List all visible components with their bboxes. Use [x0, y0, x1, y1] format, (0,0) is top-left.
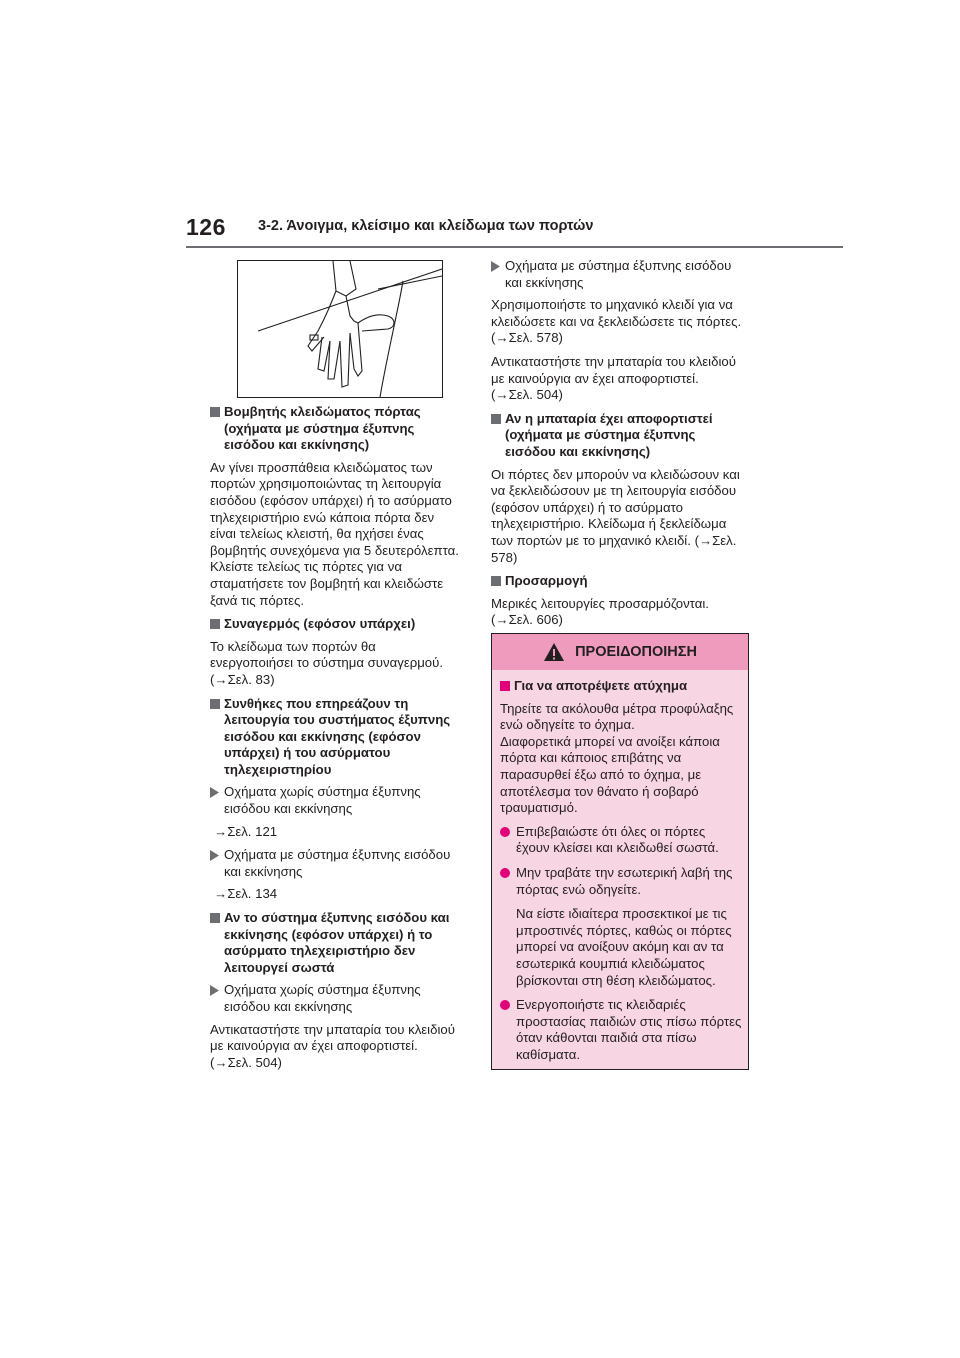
replace-battery-text: Αντικαταστήστε την μπαταρία του κλειδιού με καινούργια αν έχει αποφορτιστεί. (→Σελ. 504)	[210, 1021, 455, 1070]
square-bullet-icon	[500, 681, 510, 691]
page-reference[interactable]: (→Σελ. 504)	[491, 387, 563, 403]
warning-box	[491, 633, 749, 1070]
warning-intro: Τηρείτε τα ακόλουθα μέτρα προφύλαξης ενώ οδηγείτε το όχημα. Διαφορετικά μπορεί να ανοίξει κάποια πόρτα και κάποιος επιβάτης να παρασυρθεί έξω από το όχημα, με αποτέλεσμα τον θάνατο ή σοβαρό τραυματισμό.	[500, 700, 734, 816]
warning-title: ΠΡΟΕΙΔΟΠΟΙΗΣΗ	[575, 644, 697, 660]
customization-heading: Προσαρμογή	[491, 573, 743, 590]
warning-triangle-icon	[543, 642, 565, 662]
page-reference[interactable]: →Σελ. 121	[214, 823, 278, 839]
battery-depleted-text: Οι πόρτες δεν μπορούν να κλειδώσουν και να ξεκλειδώσουν με τη λειτουργία εισόδου (εφόσον υπάρχει) ή το ασύρματο τηλεχειριστήριο. Κλείδωμα ή ξεκλείδωμα των πορτών με το μηχανικό κλειδί. (→Σελ. 578)	[491, 466, 740, 565]
alarm-heading: Συναγερμός (εφόσον υπάρχει)	[210, 616, 462, 633]
circle-bullet-icon	[500, 868, 510, 878]
square-bullet-icon	[210, 699, 220, 709]
conditions-heading: Συνθήκες που επηρεάζουν τη λειτουργία του συστήματος έξυπνης εισόδου και εκκίνησης (εφόσον υπάρχει) ή του ασύρματου τηλεχειριστηρίου	[210, 696, 462, 779]
warning-bullet: Επιβεβαιώστε ότι όλες οι πόρτες έχουν κλείσει και κλειδωθεί σωστά.	[500, 824, 742, 857]
vehicles-with-smart-entry-item: Οχήματα με σύστημα έξυπνης εισόδου και εκκίνησης	[491, 258, 743, 291]
right-column	[491, 258, 743, 636]
square-bullet-icon	[491, 414, 501, 424]
header-rule	[186, 246, 843, 248]
customization-text: Μερικές λειτουργίες προσαρμόζονται. (→Σελ. 606)	[491, 595, 709, 628]
battery-depleted-heading: Αν η μπαταρία έχει αποφορτιστεί (οχήματα με σύστημα έξυπνης εισόδου και εκκίνησης)	[491, 411, 743, 461]
square-bullet-icon	[210, 407, 220, 417]
hand-door-handle-illustration	[237, 260, 443, 398]
square-bullet-icon	[491, 576, 501, 586]
warning-header	[492, 634, 748, 670]
warning-bullet: Να είστε ιδιαίτερα προσεκτικοί με τις μπροστινές πόρτες, καθώς οι πόρτες μπορεί να ανοίξουν ακόμη και αν τα εσωτερικά κουμπιά κλειδώματος βρίσκονται στη θέση κλειδώματος.	[516, 906, 732, 988]
circle-bullet-icon	[500, 1000, 510, 1010]
door-lock-buzzer-text: Αν γίνει προσπάθεια κλειδώματος των πορτών χρησιμοποιώντας τη λειτουργία εισόδου (εφόσον υπάρχει) ή το ασύρματο τηλεχειριστήριο ενώ κάποια πόρτα δεν είναι τελείως κλειστή, θα ηχήσει ένας βομβητής συνεχόμενα για 5 δευτερόλεπτα. Κλείστε τελείως τις πόρτες για να σταματήσετε τον βομβητή και κλειδώστε ξανά τις πόρτες.	[210, 459, 459, 608]
square-bullet-icon	[210, 619, 220, 629]
malfunction-heading: Αν το σύστημα έξυπνης εισόδου και εκκίνησης (εφόσον υπάρχει) ή το ασύρματο τηλεχειριστήριο δεν λειτουργεί σωστά	[210, 910, 462, 976]
door-lock-buzzer-heading: Βομβητής κλειδώματος πόρτας (οχήματα με σύστημα έξυπνης εισόδου και εκκίνησης)	[210, 404, 462, 454]
replace-battery-text: Αντικαταστήστε την μπαταρία του κλειδιού με καινούργια αν έχει αποφορτιστεί. (→Σελ. 504)	[491, 353, 736, 403]
warning-bullet: Μην τραβάτε την εσωτερική λαβή της πόρτας ενώ οδηγείτε.	[500, 865, 742, 898]
page-reference[interactable]: (→Σελ. 606)	[491, 612, 563, 628]
triangle-bullet-icon	[210, 847, 224, 880]
vehicles-with-smart-entry-item: Οχήματα με σύστημα έξυπνης εισόδου και εκκίνησης	[210, 847, 462, 880]
warning-body	[492, 670, 748, 1063]
page-reference[interactable]: (→Σελ. 578)	[491, 532, 737, 565]
page-reference[interactable]: →Σελ. 134	[214, 886, 278, 902]
page-reference[interactable]: (→Σελ. 578)	[491, 330, 563, 346]
page-number: 126	[186, 214, 226, 240]
triangle-bullet-icon	[491, 258, 505, 291]
section-title: 3-2. Άνοιγμα, κλείσιμο και κλείδωμα των πορτών	[258, 218, 594, 234]
page-reference[interactable]: (→Σελ. 504)	[210, 1054, 282, 1070]
triangle-bullet-icon	[210, 784, 224, 817]
vehicles-without-smart-entry-item: Οχήματα χωρίς σύστημα έξυπνης εισόδου και εκκίνησης	[210, 784, 462, 817]
left-column	[210, 404, 462, 1078]
circle-bullet-icon	[500, 827, 510, 837]
alarm-text: Το κλείδωμα των πορτών θα ενεργοποιήσει το σύστημα συναγερμού. (→Σελ. 83)	[210, 638, 444, 687]
triangle-bullet-icon	[210, 982, 224, 1015]
warning-bullet: Ενεργοποιήστε τις κλειδαριές προστασίας παιδιών στις πίσω πόρτες όταν κάθονται παιδιά στα πίσω καθίσματα.	[500, 997, 742, 1063]
accident-prevention-heading: Για να αποτρέψετε ατύχημα	[500, 678, 742, 695]
page-reference[interactable]: (→Σελ. 83)	[210, 671, 275, 687]
vehicles-without-smart-entry-item: Οχήματα χωρίς σύστημα έξυπνης εισόδου και εκκίνησης	[210, 982, 462, 1015]
square-bullet-icon	[210, 913, 220, 923]
mechanical-key-text: Χρησιμοποιήστε το μηχανικό κλειδί για να κλειδώσετε και να ξεκλειδώσετε τις πόρτες. (→Σελ. 578)	[491, 297, 742, 346]
